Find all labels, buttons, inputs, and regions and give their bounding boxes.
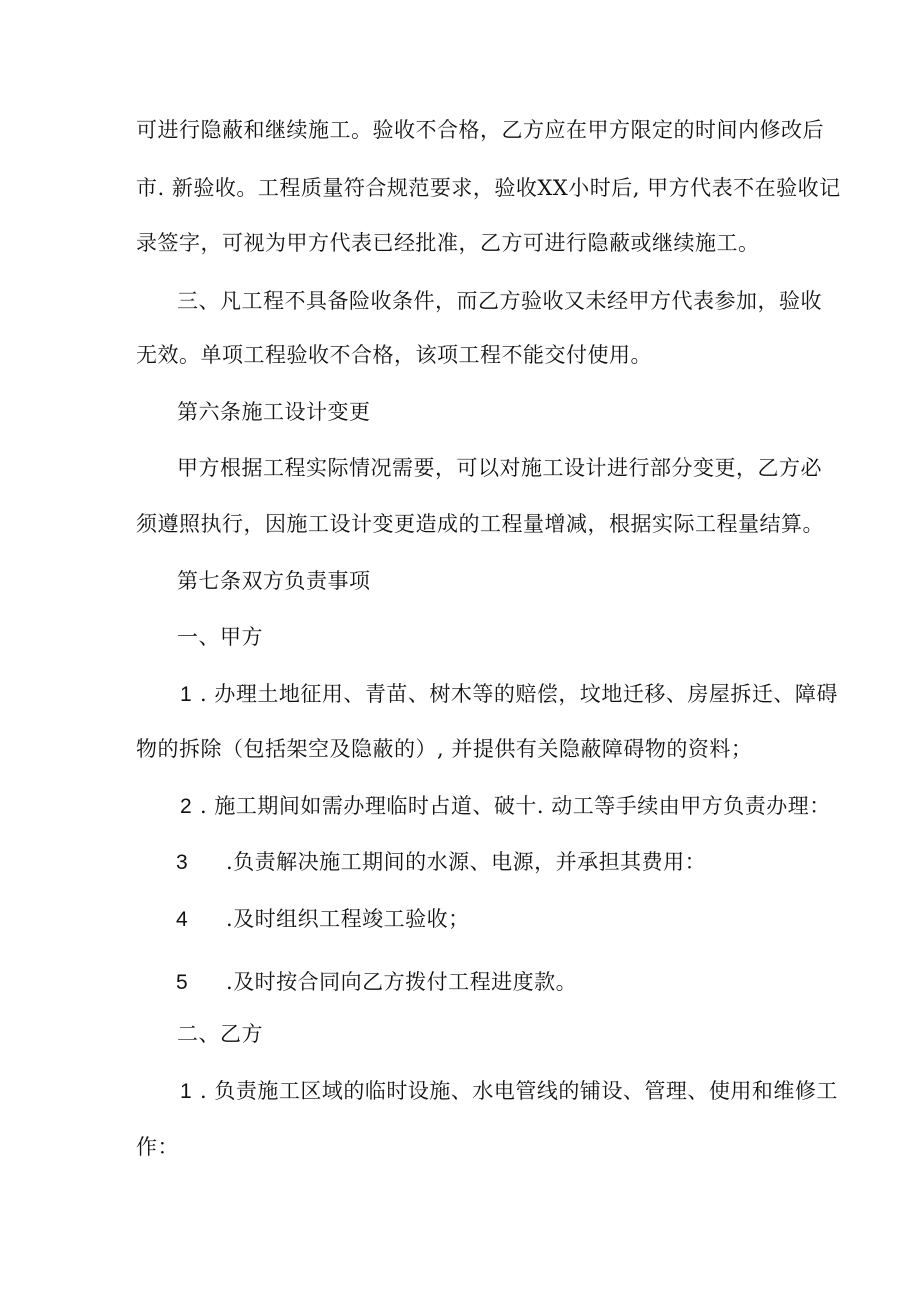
- list-item-number: [180, 1077, 192, 1106]
- list-item-number: [180, 792, 192, 821]
- text-line: 无效。单项工程验收不合格，该项工程不能交付使用。: [136, 343, 652, 367]
- dot-marker: .: [200, 794, 208, 818]
- list-item-text: 施工期间如需办理临时占道、破十. 动工等手续由甲方负责办理：: [214, 794, 831, 818]
- list-item-text: 及时组织工程竣工验收；: [233, 907, 470, 931]
- paragraph-start-line: 甲方根据工程实际情况需要，可以对施工设计进行部分变更，乙方必: [177, 456, 822, 480]
- list-item: [226, 848, 706, 876]
- dot-marker: .: [226, 970, 234, 994]
- item-number: 2: [180, 795, 193, 818]
- item-number: 1: [180, 1080, 193, 1103]
- list-item-text: 负责施工区域的临时设施、水电管线的铺设、管理、使用和维修工: [214, 1079, 838, 1103]
- text-line: 须遵照执行，因施工设计变更造成的工程量增减，根据实际工程量结算。: [136, 512, 824, 536]
- text-line: 作：: [136, 1135, 179, 1159]
- list-item: [200, 792, 831, 820]
- item-number: 1: [180, 683, 193, 706]
- dot-marker: .: [200, 682, 208, 706]
- list-item-number: [176, 968, 188, 997]
- list-item-text: 办理土地征用、青苗、树木等的赔偿，坟地迁移、房屋拆迁、障碍: [214, 682, 838, 706]
- list-item-number: [176, 848, 188, 877]
- item-number: 4: [176, 908, 189, 931]
- list-item-number: [176, 905, 188, 934]
- item-number: 5: [176, 971, 189, 994]
- list-item-text: 负责解决施工期间的水源、电源，并承担其费用：: [233, 850, 707, 874]
- dot-marker: .: [200, 1079, 208, 1103]
- list-item: [200, 680, 838, 708]
- paragraph-start-line: 三、凡工程不具备险收条件，而乙方验收又未经甲方代表参加，验收: [177, 289, 822, 313]
- dot-marker: .: [226, 907, 234, 931]
- list-item: [226, 905, 470, 933]
- text-line: 可进行隐蔽和继续施工。验收不合格，乙方应在甲方限定的时间内修改后: [136, 118, 824, 142]
- list-item-text: 及时按合同向乙方拨付工程进度款。: [233, 970, 578, 994]
- sub-heading: 一、甲方: [177, 625, 263, 649]
- dot-marker: .: [226, 850, 234, 874]
- list-item-number: [180, 680, 192, 709]
- text-line: 物的拆除（包括架空及隐蔽的）, 并提供有关隐蔽障碍物的资料；: [136, 737, 753, 761]
- text-line: 市. 新验收。工程质量符合规范要求，验收XX小时后, 甲方代表不在验收记: [136, 176, 841, 200]
- item-number: 3: [176, 851, 189, 874]
- list-item: [200, 1077, 838, 1105]
- section-heading: 第七条双方负责事项: [177, 569, 371, 593]
- list-item: [226, 968, 577, 996]
- text-line: 录签字，可视为甲方代表已经批准，乙方可进行隐蔽或继续施工。: [136, 231, 760, 255]
- section-heading: 第六条施工设计变更: [177, 400, 371, 424]
- sub-heading: 二、乙方: [177, 1022, 263, 1046]
